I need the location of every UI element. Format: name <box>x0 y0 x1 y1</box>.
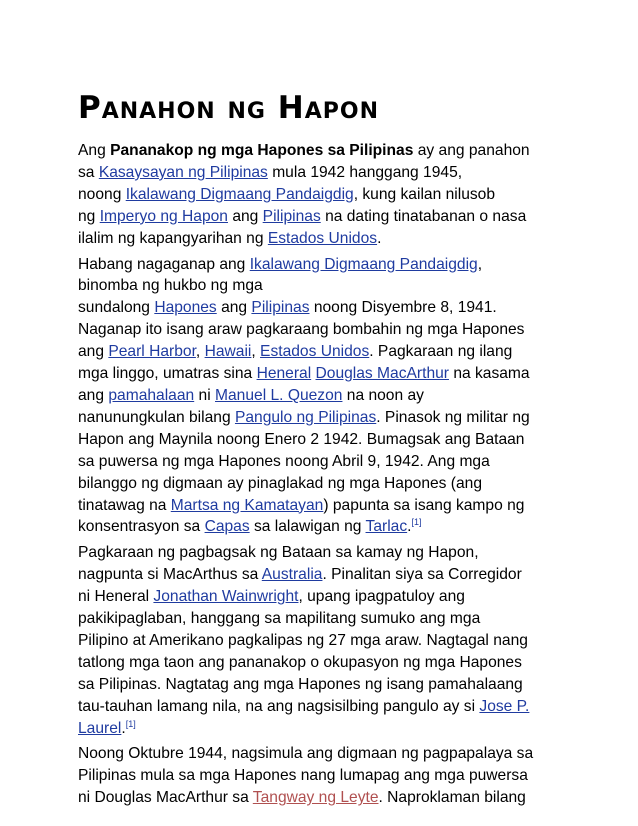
text-run: na noon ay <box>342 386 424 404</box>
text-line <box>78 140 578 162</box>
hyperlink[interactable]: Estados Unidos <box>267 229 378 247</box>
paragraph <box>78 254 578 539</box>
paragraph <box>78 542 578 739</box>
text-line <box>78 542 578 564</box>
article-body <box>78 140 578 813</box>
text-run: ilalim ng kapangyarihan ng <box>78 229 268 247</box>
page-title: Panahon ng Hapon <box>78 90 379 126</box>
text-run: ) papunta sa isang kampo ng <box>323 496 525 514</box>
text-line <box>78 297 578 319</box>
text-run: Naganap ito isang araw pagkaraang bombahin ng mga Hapones <box>78 321 525 339</box>
text-line <box>78 429 578 451</box>
text-run: noong <box>78 185 126 203</box>
text-line <box>78 275 578 297</box>
hyperlink[interactable]: Hapones <box>154 299 217 317</box>
text-run: na dating tinatabanan o nasa <box>320 207 527 225</box>
text-run: pakikipaglaban, hanggang sa mapilitang sumuko ang mga <box>78 610 481 628</box>
text-line <box>78 254 578 276</box>
text-run: mula 1942 hanggang 1945, <box>267 163 463 181</box>
text-run: tinatawag na <box>78 496 171 514</box>
text-run: binomba ng hukbo ng mga <box>78 277 263 295</box>
text-line <box>78 407 578 429</box>
text-run: ng <box>78 207 100 225</box>
text-line <box>78 765 578 787</box>
hyperlink[interactable]: Heneral <box>256 365 312 383</box>
footnote-ref[interactable]: [1] <box>125 718 136 729</box>
text-run: Noong Oktubre 1944, nagsimula ang digmaan ng pagpapalaya sa <box>78 745 534 763</box>
hyperlink[interactable]: Manuel L. Quezon <box>215 386 343 404</box>
text-run: noong Disyembre 8, 1941. <box>309 299 497 317</box>
text-run: . Pagkaraan ng ilang <box>369 343 513 361</box>
hyperlink[interactable]: pamahalaan <box>108 386 195 404</box>
text-run: . Pinasok ng militar ng <box>376 408 530 426</box>
hyperlink[interactable]: Capas <box>204 518 250 536</box>
text-run: sundalong <box>78 299 155 317</box>
text-run: ang <box>227 207 263 225</box>
text-line <box>78 495 578 517</box>
text-run: mga linggo, umatras sina <box>78 365 257 383</box>
text-line <box>78 608 578 630</box>
hyperlink[interactable]: Hawaii <box>204 343 252 361</box>
paragraph <box>78 743 578 809</box>
text-run: , <box>251 343 261 361</box>
text-line <box>78 674 578 696</box>
bold-term: Pananakop ng mga Hapones sa Pilipinas <box>110 142 414 159</box>
hyperlink[interactable]: Kasaysayan ng Pilipinas <box>98 163 268 181</box>
text-run: Hapon ang Maynila noong Enero 2 1942. Bumagsak ang Bataan <box>78 430 525 448</box>
text-run: . <box>121 719 126 737</box>
text-line <box>78 630 578 652</box>
hyperlink[interactable]: Tangway ng Leyte <box>252 789 379 807</box>
paragraph <box>78 140 578 250</box>
text-run: ang <box>216 299 252 317</box>
text-run: Pilipino at Amerikano pagkalipas ng 27 mga araw. Nagtagal nang <box>78 631 528 649</box>
text-run: ang <box>78 343 109 361</box>
hyperlink[interactable]: Ikalawang Digmaang Pandaigdig <box>249 255 478 273</box>
text-run: ni <box>194 386 216 404</box>
text-run: ni Douglas MacArthur sa <box>78 789 253 807</box>
text-run: ni Heneral <box>78 588 154 606</box>
text-run: sa puwersa ng mga Hapones noong Abril 9, 1942. Ang mga <box>78 452 490 470</box>
text-run: nanunungkulan bilang <box>78 408 235 426</box>
text-line <box>78 564 578 586</box>
text-run: tau-tauhan lamang nila, na ang nagsisilbing pangulo ay si <box>78 697 480 715</box>
text-line <box>78 586 578 608</box>
hyperlink[interactable]: Pilipinas <box>251 299 310 317</box>
hyperlink[interactable]: Estados Unidos <box>260 343 370 361</box>
hyperlink[interactable]: Ikalawang Digmaang Pandaigdig <box>125 185 354 203</box>
text-line <box>78 743 578 765</box>
text-run: Pilipinas mula sa mga Hapones nang lumapag ang mga puwersa <box>78 767 528 785</box>
text-run: . Pinalitan siya sa Corregidor <box>322 566 522 584</box>
text-line <box>78 473 578 495</box>
text-line <box>78 718 578 740</box>
hyperlink[interactable]: Jose P. <box>479 697 530 715</box>
text-run: sa lalawigan ng <box>249 518 366 536</box>
text-line <box>78 451 578 473</box>
text-run: na kasama <box>448 365 530 383</box>
hyperlink[interactable]: Tarlac <box>365 518 408 536</box>
text-run: sa Pilipinas. Nagtatag ang mga Hapones ng isang pamahalaang <box>78 675 523 693</box>
text-line <box>78 787 578 809</box>
hyperlink[interactable]: Australia <box>261 566 323 584</box>
text-run: Habang nagaganap ang <box>78 255 250 273</box>
text-run: . <box>377 229 382 247</box>
text-run: . Naproklaman bilang <box>378 789 526 807</box>
text-run: , upang ipagpatuloy ang <box>298 588 465 606</box>
text-run: . <box>407 518 412 536</box>
text-run: bilanggo ng digmaan ay pinaglakad ng mga Hapones (ang <box>78 474 482 492</box>
hyperlink[interactable]: Pearl Harbor <box>108 343 196 361</box>
text-line <box>78 696 578 718</box>
text-run: ay ang panahon <box>413 142 530 159</box>
text-line <box>78 228 578 250</box>
text-line <box>78 184 578 206</box>
hyperlink[interactable]: Pilipinas <box>262 207 321 225</box>
text-line <box>78 341 578 363</box>
hyperlink[interactable]: Martsa ng Kamatayan <box>170 496 324 514</box>
text-run: ang <box>78 386 109 404</box>
text-line <box>78 363 578 385</box>
text-run: nagpunta si MacArthus sa <box>78 566 262 584</box>
text-run: Ang <box>78 142 111 159</box>
hyperlink[interactable]: Jonathan Wainwright <box>153 588 299 606</box>
text-run: Pagkaraan ng pagbagsak ng Bataan sa kamay ng Hapon, <box>78 544 479 562</box>
hyperlink[interactable]: Pangulo ng Pilipinas <box>234 408 377 426</box>
hyperlink[interactable]: Imperyo ng Hapon <box>99 207 228 225</box>
text-line <box>78 516 578 538</box>
text-run: sa <box>78 163 99 181</box>
text-line <box>78 206 578 228</box>
text-line <box>78 162 578 184</box>
footnote-ref[interactable]: [1] <box>411 517 422 528</box>
text-line <box>78 319 578 341</box>
text-line <box>78 385 578 407</box>
text-line <box>78 652 578 674</box>
hyperlink[interactable]: Douglas MacArthur <box>315 365 449 383</box>
hyperlink[interactable]: Laurel <box>78 719 122 737</box>
text-run: , <box>477 255 483 273</box>
text-run: tatlong mga taon ang pananakop o okupasyon ng mga Hapones <box>78 653 522 671</box>
text-run: konsentrasyon sa <box>78 518 205 536</box>
text-run: , <box>195 343 205 361</box>
text-run: , kung kailan nilusob <box>353 185 496 203</box>
